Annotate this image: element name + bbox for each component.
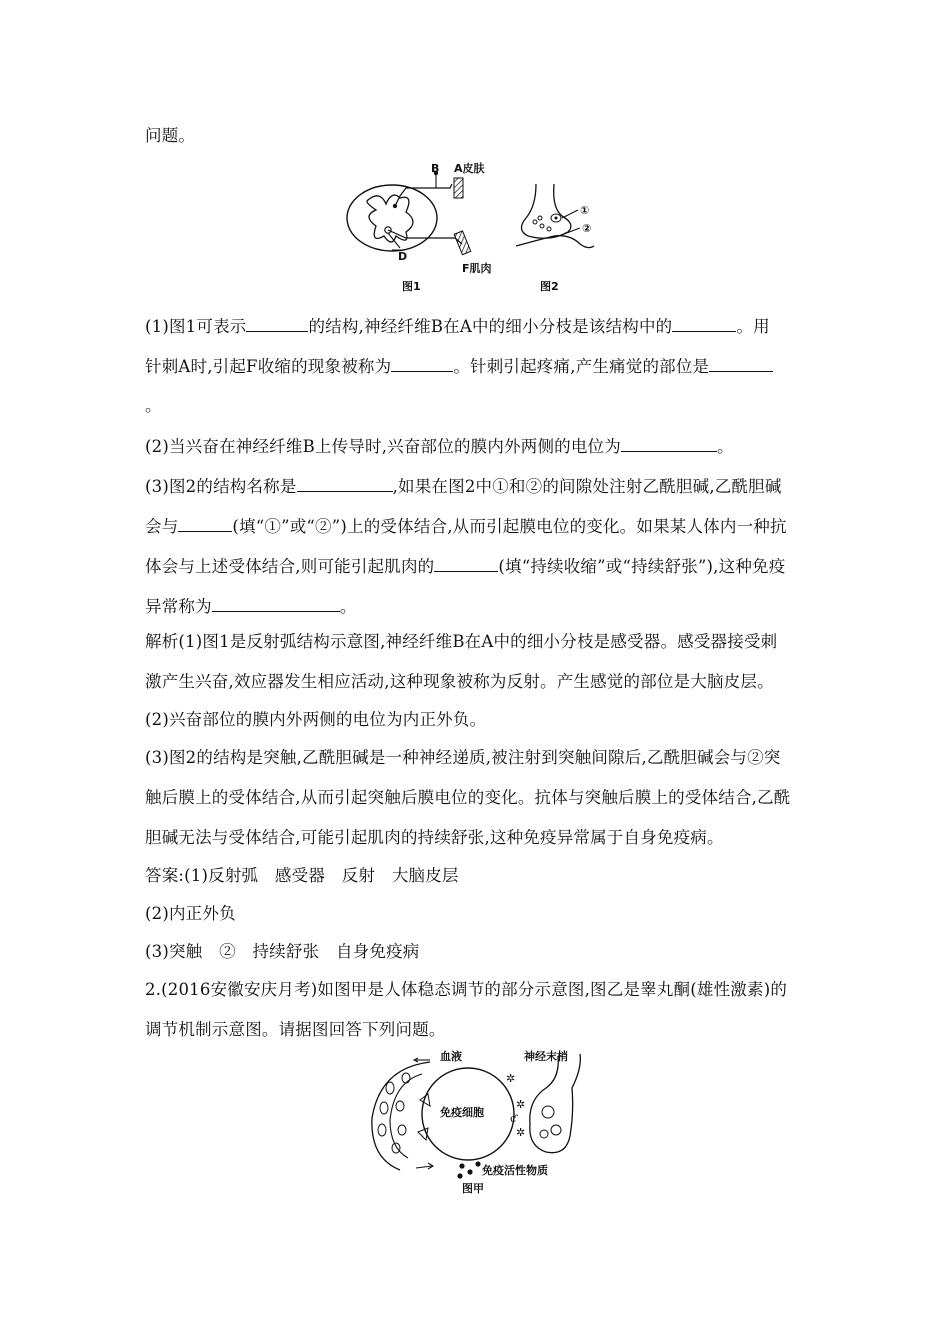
answer-blank-9[interactable] xyxy=(212,596,340,612)
q1-line-2: 针刺A时,引起F收缩的现象被称为 。针刺引起疼痛,产生痛觉的部位是 xyxy=(145,356,773,377)
q3-line-4: 异常称为 。 xyxy=(145,597,357,616)
muscle-block xyxy=(454,231,471,255)
question2-line-1: 2.(2016安徽安庆月考)如图甲是人体稳态调节的部分示意图,图乙是睾丸酮(雄性激素)的 xyxy=(145,980,788,999)
label-f-muscle: F肌肉 xyxy=(462,262,492,275)
q3-line-1: (3)图2的结构名称是 ,如果在图2中①和②的间隙处注射乙酰胆碱,乙酰胆碱 xyxy=(145,477,782,496)
caption-fig2: 图2 xyxy=(540,280,559,293)
spinal-cord-outline xyxy=(347,185,437,251)
label-mark-1: ① xyxy=(580,204,590,217)
analysis-line-6: 胆碱无法与受体结合,可能引起肌肉的持续舒张,这种免疫异常属于自身免疫病。 xyxy=(145,828,724,847)
answer-blank-8[interactable] xyxy=(434,556,498,572)
analysis-line-1: 解析(1)图1是反射弧结构示意图,神经纤维B在A中的细小分枝是感受器。感受器接受刺 xyxy=(145,632,778,651)
answer-blank-7[interactable] xyxy=(178,516,232,532)
caption-fig-jia: 图甲 xyxy=(462,1182,484,1195)
q2-line: (2)当兴奋在神经纤维B上传导时,兴奋部位的膜内外两侧的电位为 。 xyxy=(145,437,734,456)
answer-blank-2[interactable] xyxy=(672,316,736,332)
question2-line-2: 调节机制示意图。请据图回答下列问题。 xyxy=(145,1020,446,1039)
reflex-arc-figure xyxy=(340,160,610,300)
label-blood: 血液 xyxy=(440,1050,462,1063)
q1-line-1: (1)图1可表示 的结构,神经纤维B在A中的细小分枝是该结构中的 。用 xyxy=(145,317,770,336)
caption-fig1: 图1 xyxy=(402,280,421,293)
analysis-line-4: (3)图2的结构是突触,乙酰胆碱是一种神经递质,被注射到突触间隙后,乙酰胆碱会与②突 xyxy=(145,748,781,767)
immune-regulation-figure xyxy=(360,1048,610,1196)
nerve-ending xyxy=(530,1054,581,1153)
answer-blank-3[interactable] xyxy=(391,356,453,372)
answer-line-2: (2)内正外负 xyxy=(145,904,236,923)
q3-line-2: 会与 (填“①”或“②”)上的受体结合,从而引起膜电位的变化。如果某人体内一种抗 xyxy=(145,517,787,536)
answer-blank-6[interactable] xyxy=(297,476,393,492)
label-mark-2: ② xyxy=(582,222,592,235)
label-b: B xyxy=(431,162,440,175)
q3-line-3: 体会与上述受体结合,则可能引起肌肉的 (填“持续收缩”或“持续舒张”),这种免疫 xyxy=(145,557,786,576)
svg-text:✲: ✲ xyxy=(516,1098,526,1111)
label-active-substance: 免疫活性物质 xyxy=(482,1164,548,1177)
analysis-line-2: 激产生兴奋,效应器发生相应活动,这种现象被称为反射。产生感觉的部位是大脑皮层。 xyxy=(145,672,774,691)
analysis-line-3: (2)兴奋部位的膜内外两侧的电位为内正外负。 xyxy=(145,710,487,729)
answer-blank-4[interactable] xyxy=(709,356,773,372)
answer-line-3: (3)突触 ② 持续舒张 自身免疫病 xyxy=(145,942,420,961)
answer-blank-1[interactable] xyxy=(246,316,308,332)
label-d: D xyxy=(398,250,408,263)
analysis-line-5: 触后膜上的受体结合,从而引起突触后膜电位的变化。抗体与突触后膜上的受体结合,乙酰 xyxy=(145,788,791,807)
presynaptic-terminal xyxy=(521,184,570,238)
q1-line-3: 。 xyxy=(145,396,162,415)
skin-block xyxy=(454,178,463,198)
svg-text:✲: ✲ xyxy=(516,1126,526,1139)
label-nerve-ending: 神经末梢 xyxy=(524,1050,568,1063)
intro-tail: 问题。 xyxy=(145,126,196,145)
blood-vessel-wall xyxy=(372,1062,430,1170)
answer-line-1: 答案:(1)反射弧 感受器 反射 大脑皮层 xyxy=(145,866,459,885)
svg-text:ƈ: ƈ xyxy=(510,1112,517,1125)
label-immune-cell: 免疫细胞 xyxy=(440,1106,484,1119)
label-a-skin: A皮肤 xyxy=(454,162,485,175)
answer-blank-5[interactable] xyxy=(621,436,717,452)
svg-text:✲: ✲ xyxy=(506,1072,516,1085)
